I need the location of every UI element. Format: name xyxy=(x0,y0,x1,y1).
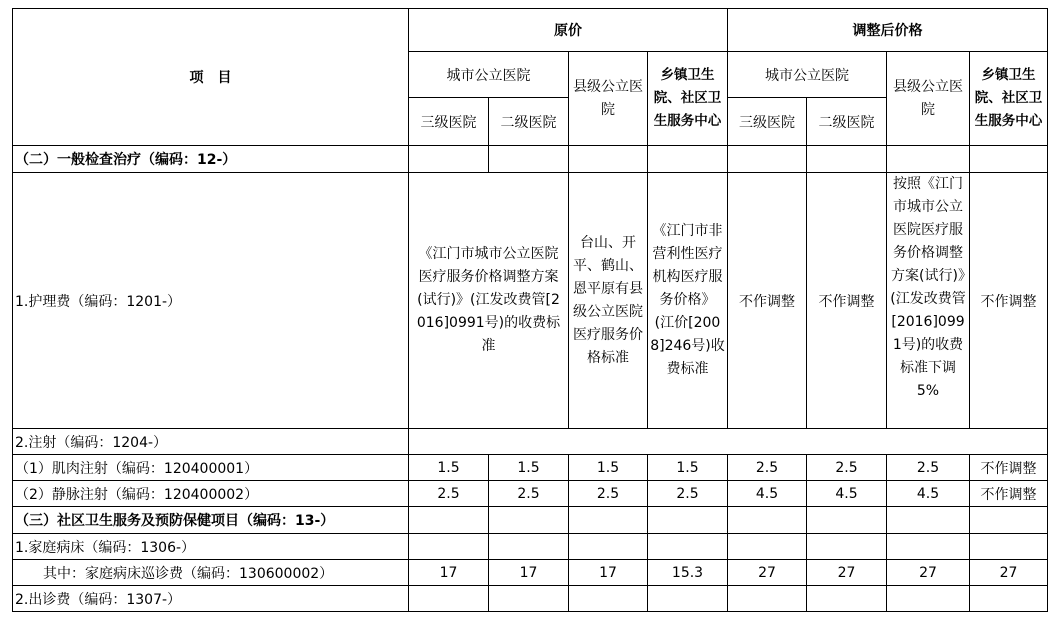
home-visit-original-county: 17 xyxy=(569,560,648,586)
row-im-injection-label: （1）肌肉注射（编码：120400001） xyxy=(13,455,409,481)
iv-original-grade3: 2.5 xyxy=(409,481,489,507)
header-grade3-adjusted: 三级医院 xyxy=(728,98,807,146)
row-iv-injection-label: （2）静脉注射（编码：120400002） xyxy=(13,481,409,507)
im-original-township: 1.5 xyxy=(648,455,728,481)
nursing-original-county: 台山、开平、鹤山、恩平原有县级公立医院医疗服务价格标准 xyxy=(569,173,648,429)
home-visit-original-township: 15.3 xyxy=(648,560,728,586)
home-visit-original-grade3: 17 xyxy=(409,560,489,586)
header-adjusted-price: 调整后价格 xyxy=(728,9,1048,52)
nursing-original-city: 《江门市城市公立医院医疗服务价格调整方案(试行)》(江发改费管[2016]0991号)的收费标准 xyxy=(409,173,569,429)
iv-original-county: 2.5 xyxy=(569,481,648,507)
row-injection-label: 2.注射（编码：1204-） xyxy=(13,429,409,455)
header-county-public-adjusted: 县级公立医院 xyxy=(887,52,970,146)
iv-adjusted-county: 4.5 xyxy=(887,481,970,507)
nursing-adjusted-township: 不作调整 xyxy=(970,173,1048,429)
header-city-public-adjusted: 城市公立医院 xyxy=(728,52,887,98)
section-community-health: （三）社区卫生服务及预防保健项目（编码：13-） xyxy=(13,507,409,534)
iv-original-grade2: 2.5 xyxy=(489,481,569,507)
home-visit-adjusted-grade2: 27 xyxy=(807,560,887,586)
header-county-public-original: 县级公立医院 xyxy=(569,52,648,146)
row-nursing-fee-label: 1.护理费（编码：1201-） xyxy=(13,173,409,429)
home-visit-adjusted-grade3: 27 xyxy=(728,560,807,586)
row-home-visit-label: 其中：家庭病床巡诊费（编码：130600002） xyxy=(13,560,409,586)
im-adjusted-grade3: 2.5 xyxy=(728,455,807,481)
nursing-adjusted-county: 按照《江门市城市公立医院医疗服务价格调整方案(试行)》(江发改费管[2016]0991号)的收费标准下调5% xyxy=(887,173,970,429)
im-original-grade3: 1.5 xyxy=(409,455,489,481)
header-grade3-original: 三级医院 xyxy=(409,98,489,146)
price-table xyxy=(12,8,1048,612)
header-grade2-original: 二级医院 xyxy=(489,98,569,146)
iv-original-township: 2.5 xyxy=(648,481,728,507)
im-adjusted-county: 2.5 xyxy=(887,455,970,481)
nursing-adjusted-grade3: 不作调整 xyxy=(728,173,807,429)
home-visit-original-grade2: 17 xyxy=(489,560,569,586)
header-grade2-adjusted: 二级医院 xyxy=(807,98,887,146)
row-home-bed-label: 1.家庭病床（编码：1306-） xyxy=(13,534,409,560)
iv-adjusted-grade2: 4.5 xyxy=(807,481,887,507)
iv-adjusted-grade3: 4.5 xyxy=(728,481,807,507)
im-adjusted-grade2: 2.5 xyxy=(807,455,887,481)
header-township-original: 乡镇卫生院、社区卫生服务中心 xyxy=(648,52,728,146)
header-city-public-original: 城市公立医院 xyxy=(409,52,569,98)
header-item: 项 目 xyxy=(13,9,409,146)
section-general-exam: （二）一般检查治疗（编码：12-） xyxy=(13,146,409,173)
nursing-adjusted-grade2: 不作调整 xyxy=(807,173,887,429)
iv-adjusted-township: 不作调整 xyxy=(970,481,1048,507)
header-original-price: 原价 xyxy=(409,9,728,52)
row-outcall-fee-label: 2.出诊费（编码：1307-） xyxy=(13,586,409,612)
nursing-original-township: 《江门市非营利性医疗机构医疗服务价格》(江价[2008]246号)收费标准 xyxy=(648,173,728,429)
im-adjusted-township: 不作调整 xyxy=(970,455,1048,481)
home-visit-adjusted-township: 27 xyxy=(970,560,1048,586)
home-visit-adjusted-county: 27 xyxy=(887,560,970,586)
im-original-county: 1.5 xyxy=(569,455,648,481)
header-township-adjusted: 乡镇卫生院、社区卫生服务中心 xyxy=(970,52,1048,146)
im-original-grade2: 1.5 xyxy=(489,455,569,481)
